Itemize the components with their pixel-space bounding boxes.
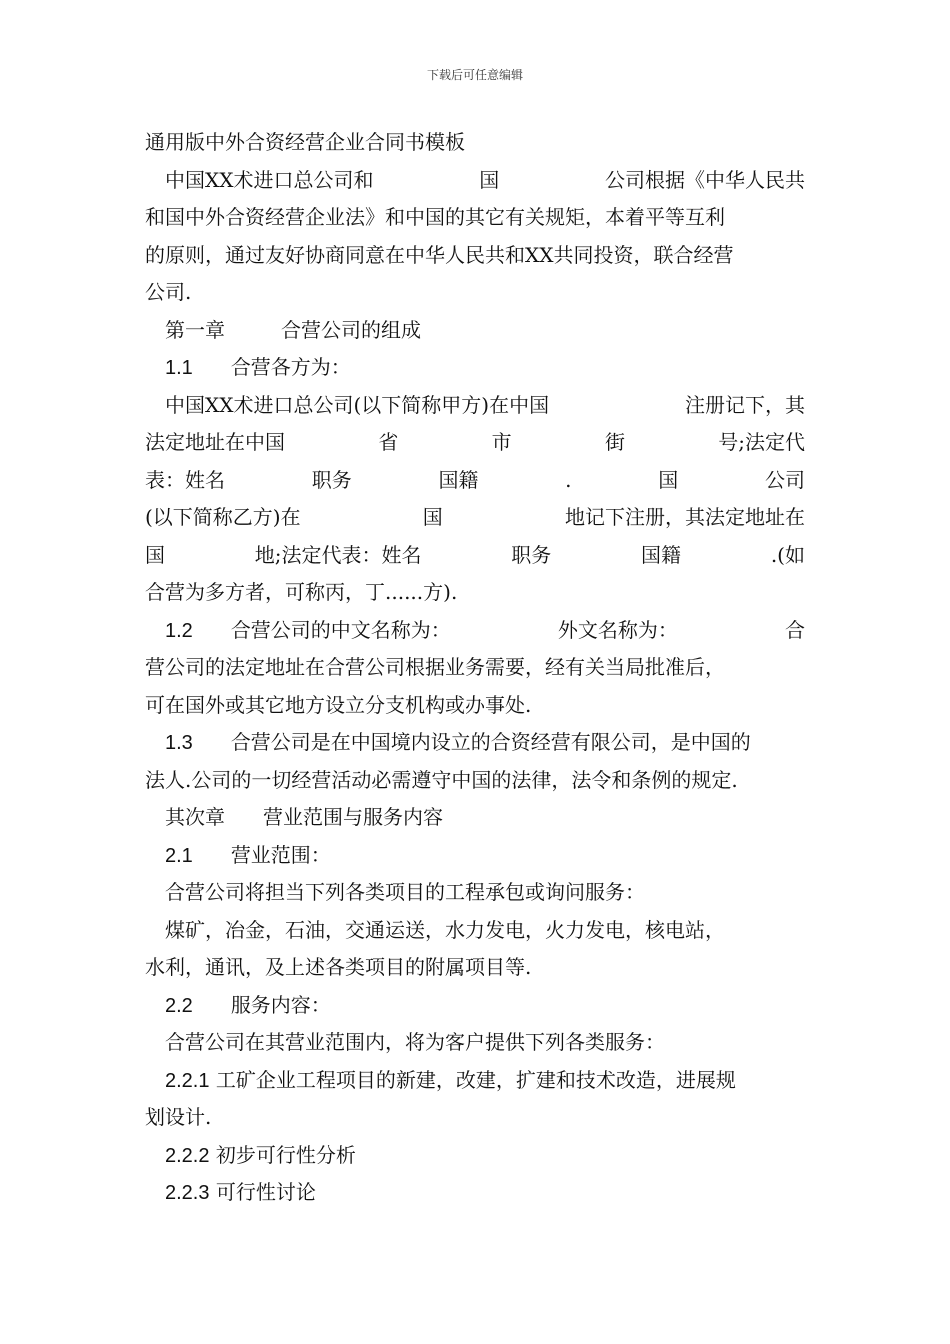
section-2-2-1-line-1: 2.2.1 工矿企业工程项目的新建，改建，扩建和技术改造，进展规 bbox=[165, 1067, 736, 1092]
party-line-3: 表：姓名 职务 国籍 . 国 公司 bbox=[145, 467, 805, 492]
section-1-2-line-2: 营公司的法定地址在合营公司根据业务需要，经有关当局批准后， bbox=[145, 655, 725, 679]
chapter-2-heading: 其次章 营业范围与服务内容 bbox=[165, 805, 443, 829]
intro-line-4: 公司. bbox=[145, 280, 192, 304]
service-intro: 合营公司在其营业范围内，将为客户提供下列各类服务： bbox=[165, 1030, 665, 1054]
chapter-1-heading: 第一章 合营公司的组成 bbox=[165, 317, 421, 342]
scope-line-1: 合营公司将担当下列各类项目的工程承包或询问服务： bbox=[165, 880, 645, 904]
section-1-2-line-3: 可在国外或其它地方设立分支机构或办事处. bbox=[145, 692, 532, 717]
section-2-1: 2.1 营业范围： bbox=[165, 842, 331, 867]
intro-line-2: 和国中外合资经营企业法》和中国的其它有关规矩，本着平等互利 bbox=[145, 205, 725, 229]
scope-line-3: 水利，通讯，及上述各类项目的附属项目等. bbox=[145, 955, 532, 979]
section-2-2-1-line-2: 划设计. bbox=[145, 1105, 212, 1129]
party-line-4: (以下简称乙方)在 国 地记下注册，其法定地址在 bbox=[145, 505, 805, 529]
document-title: 通用版中外合资经营企业合同书模板 bbox=[145, 130, 465, 154]
section-2-2-3: 2.2.3 可行性讨论 bbox=[165, 1180, 316, 1204]
section-2-2: 2.2 服务内容： bbox=[165, 992, 331, 1017]
page-header: 下载后可任意编辑 bbox=[426, 68, 523, 82]
section-1-2-line-1: 1.2 合营公司的中文名称为： 外文名称为： 合 bbox=[165, 617, 805, 642]
section-1-3-line-2: 法人.公司的一切经营活动必需遵守中国的法律，法令和条例的规定. bbox=[145, 767, 738, 792]
party-line-2: 法定地址在中国 省 市 街 号;法定代 bbox=[145, 430, 805, 454]
section-2-2-2: 2.2.2 初步可行性分析 bbox=[165, 1142, 356, 1167]
party-line-1: 中国XX术进口总公司(以下简称甲方)在中国 注册记下，其 bbox=[165, 392, 805, 417]
section-1-1: 1.1 合营各方为： bbox=[165, 355, 351, 379]
section-1-3-line-1: 1.3 合营公司是在中国境内设立的合资经营有限公司，是中国的 bbox=[165, 730, 751, 754]
intro-line-1: 中国XX术进口总公司和 国 公司根据《中华人民共 bbox=[165, 167, 805, 192]
intro-line-3: 的原则，通过友好协商同意在中华人民共和XX共同投资，联合经营 bbox=[145, 242, 734, 267]
party-line-6: 合营为多方者，可称丙，丁......方). bbox=[145, 580, 458, 604]
document-body bbox=[145, 124, 805, 1212]
party-line-5: 国 地;法定代表：姓名 职务 国籍 .(如 bbox=[145, 542, 805, 567]
scope-line-2: 煤矿，冶金，石油，交通运送，水力发电，火力发电，核电站， bbox=[165, 917, 725, 942]
